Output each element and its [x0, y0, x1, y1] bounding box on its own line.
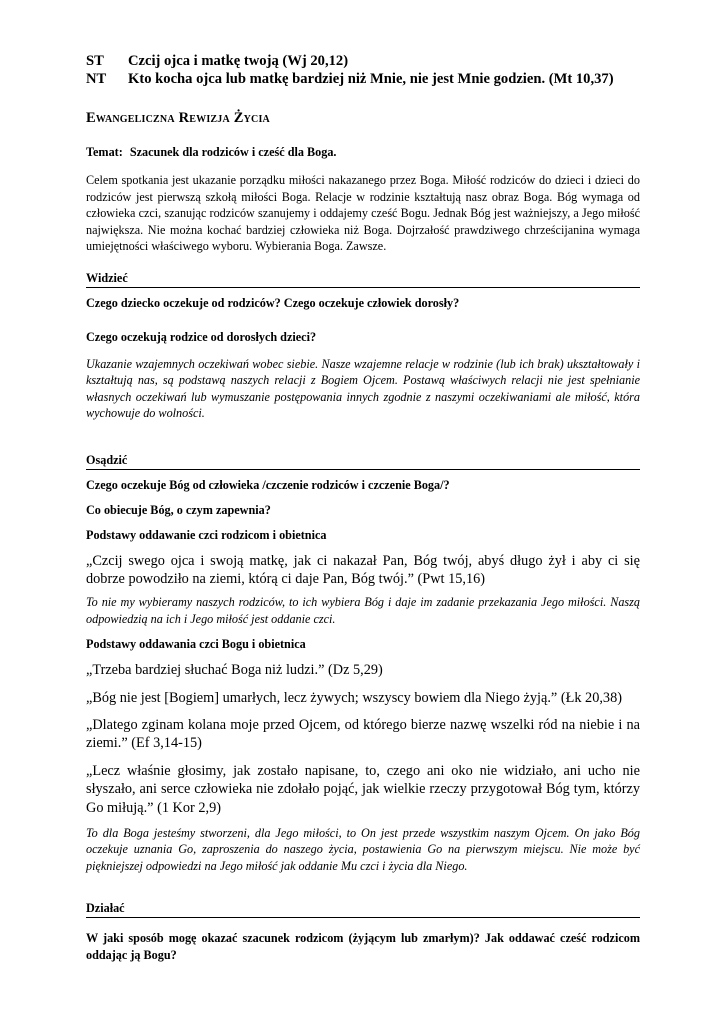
document-page — [86, 52, 640, 963]
osadzic-comment-1: To nie my wybieramy naszych rodziców, to ich wybiera Bóg i daje im zadanie przekazania Jego miłości. Naszą odpowiedzią na ich i Jego miłość jest oddanie czci. — [86, 595, 640, 626]
header-label-nt: NT — [86, 71, 107, 87]
osadzic-quote-2: „Trzeba bardziej słuchać Boga niż ludzi.” (Dz 5,29) — [86, 662, 383, 679]
topic-label: Temat: — [86, 145, 123, 159]
osadzic-quote-5: „Lecz właśnie głosimy, jak zostało napisane, to, czego ani oko nie widziało, ani ucho nie słyszało, ani serce człowieka nie zdołało pojąć, jak wielkie rzeczy przygotował Bóg tym, którzy Go miłują.” (1 Kor 2,9) — [86, 762, 640, 816]
widziec-comment: Ukazanie wzajemnych oczekiwań wobec siebie. Nasze wzajemne relacje w rodzinie (lub ich brak) ukształtowały i kształtują nas, są podstawą naszych relacji z Bogiem Ojcem. Postawą właściwych relacji nie jest spełnianie własnych oczekiwań lub wymuszanie postępowania innych zgodnie z naszymi oczekiwaniami ale miłość, która wychowuje do wolności. — [86, 356, 640, 421]
osadzic-comment-2: To dla Boga jesteśmy stworzeni, dla Jego miłości, to On jest przede wszystkim naszym Ojcem. On jako Bóg oczekuje uznania Go, zaproszenia do naszego życia, postawienia Go na pierwszym miejscu. Nie może być piękniejszej odpowiedzi na Jego miłość jak oddanie Mu czci i życia dla Niego. — [86, 826, 640, 873]
header-row-st — [86, 52, 640, 70]
section-dzialac — [86, 900, 640, 963]
osadzic-quote-1: „Czcij swego ojca i swoją matkę, jak ci nakazał Pan, Bóg twój, abyś długo żył i aby ci się dobrze powodziło na ziemi, którą ci daje Pan, Bóg twój.” (Pwt 15,16) — [86, 552, 640, 587]
section-title-dzialac: Działać — [86, 900, 640, 918]
header-label-st: ST — [86, 53, 104, 69]
topic-line — [86, 144, 640, 160]
intro-paragraph: Celem spotkania jest ukazanie porządku miłości nakazanego przez Boga. Miłość rodziców do dzieci i dzieci do rodziców jest pierwszą szkołą miłości Boga. Relacje w rodzinie kształtują nasz obraz Boga. Bóg wymaga od człowieka czci, szanując rodziców szanujemy i oddajemy cześć Bogu. Jednak Bóg jest ważniejszy, a Jego miłość największa. Nie można kochać bardziej człowieka niż Boga. Dojrzałość prawdziwego chrześcijanina wymaga umiejętności właściwego wyboru. Wybierania Boga. Zawsze. — [86, 173, 640, 254]
osadzic-question-1: Czego oczekuje Bóg od człowieka /czczenie rodziców i czczenie Boga/? — [86, 477, 450, 492]
osadzic-question-2: Co obiecuje Bóg, o czym zapewnia? — [86, 502, 271, 517]
document-brand: Ewangeliczna Rewizja Życia — [86, 110, 270, 126]
widziec-question-2: Czego oczekują rodzice od dorosłych dzieci? — [86, 329, 317, 344]
osadzic-quote-3: „Bóg nie jest [Bogiem] umarłych, lecz żywych; wszyscy bowiem dla Niego żyją.” (Łk 20,38) — [86, 689, 622, 706]
widziec-question-1: Czego dziecko oczekuje od rodziców? Czego oczekuje człowiek dorosły? — [86, 295, 460, 310]
section-widziec — [86, 270, 640, 422]
osadzic-quote-4: „Dlatego zginam kolana moje przed Ojcem, od którego bierze nazwę wszelki ród na niebie i na ziemi.” (Ef 3,14-15) — [86, 717, 640, 752]
header-text-st: Czcij ojca i matkę twoją (Wj 20,12) — [128, 53, 349, 69]
header-row-nt — [86, 70, 640, 88]
section-title-osadzic: Osądzić — [86, 452, 640, 470]
section-osadzic — [86, 452, 640, 875]
osadzic-subheading-2: Podstawy oddawania czci Bogu i obietnica — [86, 637, 306, 652]
header-text-nt: Kto kocha ojca lub matkę bardziej niż Mnie, nie jest Mnie godzien. (Mt 10,37) — [128, 71, 614, 87]
section-title-widziec: Widzieć — [86, 270, 640, 288]
topic-value: Szacunek dla rodziców i cześć dla Boga. — [129, 145, 337, 159]
osadzic-subheading-1: Podstawy oddawanie czci rodzicom i obietnica — [86, 527, 327, 542]
dzialac-question-1: W jaki sposób mogę okazać szacunek rodzicom (żyjącym lub zmarłym)? Jak oddawać cześć rodzicom oddając ją Bogu? — [86, 931, 640, 962]
